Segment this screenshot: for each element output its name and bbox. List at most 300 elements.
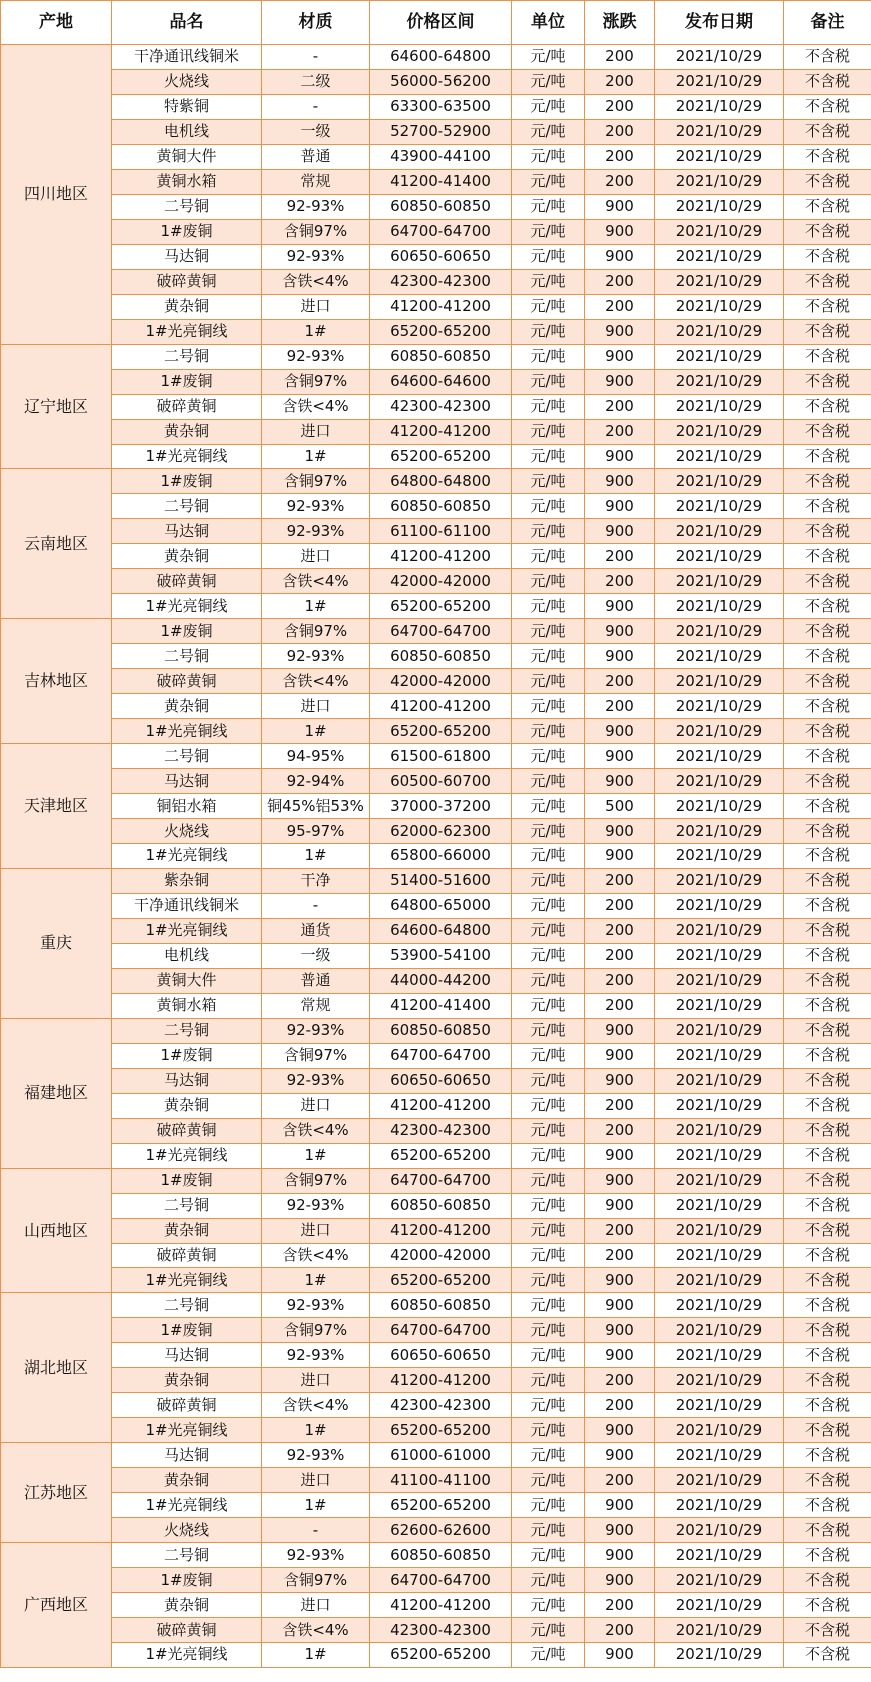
product-cell: 1#光亮铜线 <box>112 1493 262 1518</box>
change-cell: 900 <box>585 1268 655 1293</box>
material-cell: 进口 <box>262 1093 370 1118</box>
price-range-cell: 62000-62300 <box>370 819 512 844</box>
product-cell: 铜铝水箱 <box>112 794 262 819</box>
table-row <box>1 1318 871 1343</box>
region-cell: 吉林地区 <box>1 619 112 744</box>
date-cell: 2021/10/29 <box>655 1593 784 1618</box>
table-row <box>1 943 871 968</box>
change-cell: 900 <box>585 1418 655 1443</box>
price-range-cell: 65800-66000 <box>370 844 512 869</box>
date-cell: 2021/10/29 <box>655 1493 784 1518</box>
date-cell: 2021/10/29 <box>655 719 784 744</box>
note-cell: 不含税 <box>784 419 871 444</box>
date-cell: 2021/10/29 <box>655 369 784 394</box>
product-cell: 马达铜 <box>112 769 262 794</box>
product-cell: 1#光亮铜线 <box>112 844 262 869</box>
change-cell: 900 <box>585 194 655 219</box>
unit-cell: 元/吨 <box>512 594 585 619</box>
note-cell: 不含税 <box>784 794 871 819</box>
note-cell: 不含税 <box>784 569 871 594</box>
table-row <box>1 469 871 494</box>
date-cell: 2021/10/29 <box>655 1543 784 1568</box>
date-cell: 2021/10/29 <box>655 619 784 644</box>
material-cell: 铜45%铝53% <box>262 794 370 819</box>
table-row <box>1 1118 871 1143</box>
material-cell: 1# <box>262 844 370 869</box>
material-cell: 92-93% <box>262 194 370 219</box>
product-cell: 黄杂铜 <box>112 694 262 719</box>
unit-cell: 元/吨 <box>512 144 585 169</box>
material-cell: 含铜97% <box>262 1168 370 1193</box>
price-range-cell: 37000-37200 <box>370 794 512 819</box>
material-cell: 92-93% <box>262 1068 370 1093</box>
unit-cell: 元/吨 <box>512 369 585 394</box>
note-cell: 不含税 <box>784 1393 871 1418</box>
material-cell: 92-93% <box>262 519 370 544</box>
table-row <box>1 819 871 844</box>
unit-cell: 元/吨 <box>512 1018 585 1043</box>
product-cell: 黄杂铜 <box>112 1468 262 1493</box>
note-cell: 不含税 <box>784 1143 871 1168</box>
region-cell: 云南地区 <box>1 469 112 619</box>
change-cell: 200 <box>585 1468 655 1493</box>
unit-cell: 元/吨 <box>512 1043 585 1068</box>
table-row <box>1 519 871 544</box>
price-range-cell: 41200-41200 <box>370 1368 512 1393</box>
note-cell: 不含税 <box>784 1593 871 1618</box>
change-cell: 900 <box>585 719 655 744</box>
note-cell: 不含税 <box>784 644 871 669</box>
note-cell: 不含税 <box>784 1168 871 1193</box>
material-cell: 含铁<4% <box>262 1243 370 1268</box>
note-cell: 不含税 <box>784 1493 871 1518</box>
price-range-cell: 64700-64700 <box>370 1318 512 1343</box>
material-cell: 进口 <box>262 419 370 444</box>
product-cell: 火烧线 <box>112 1518 262 1543</box>
note-cell: 不含税 <box>784 394 871 419</box>
product-cell: 电机线 <box>112 943 262 968</box>
material-cell: 1# <box>262 1143 370 1168</box>
product-cell: 1#光亮铜线 <box>112 918 262 943</box>
unit-cell: 元/吨 <box>512 394 585 419</box>
change-cell: 200 <box>585 394 655 419</box>
price-range-cell: 42300-42300 <box>370 269 512 294</box>
unit-cell: 元/吨 <box>512 794 585 819</box>
table-row <box>1 369 871 394</box>
price-range-cell: 60650-60650 <box>370 244 512 269</box>
change-cell: 900 <box>585 744 655 769</box>
table-row <box>1 1168 871 1193</box>
product-cell: 二号铜 <box>112 344 262 369</box>
product-cell: 破碎黄铜 <box>112 1118 262 1143</box>
price-range-cell: 56000-56200 <box>370 69 512 94</box>
date-cell: 2021/10/29 <box>655 1243 784 1268</box>
table-row <box>1 918 871 943</box>
unit-cell: 元/吨 <box>512 918 585 943</box>
table-row <box>1 1443 871 1468</box>
note-cell: 不含税 <box>784 669 871 694</box>
unit-cell: 元/吨 <box>512 1468 585 1493</box>
change-cell: 200 <box>585 144 655 169</box>
product-cell: 干净通讯线铜米 <box>112 893 262 918</box>
date-cell: 2021/10/29 <box>655 918 784 943</box>
change-cell: 900 <box>585 519 655 544</box>
note-cell: 不含税 <box>784 319 871 344</box>
unit-cell: 元/吨 <box>512 494 585 519</box>
change-cell: 900 <box>585 1318 655 1343</box>
product-cell: 黄杂铜 <box>112 1593 262 1618</box>
product-cell: 1#光亮铜线 <box>112 444 262 469</box>
material-cell: 含铁<4% <box>262 1618 370 1643</box>
note-cell: 不含税 <box>784 369 871 394</box>
price-range-cell: 64700-64700 <box>370 1568 512 1593</box>
material-cell: 进口 <box>262 1593 370 1618</box>
region-cell: 重庆 <box>1 868 112 1018</box>
date-cell: 2021/10/29 <box>655 69 784 94</box>
table-row <box>1 544 871 569</box>
unit-cell: 元/吨 <box>512 119 585 144</box>
product-cell: 特紫铜 <box>112 94 262 119</box>
product-cell: 电机线 <box>112 119 262 144</box>
table-row <box>1 893 871 918</box>
material-cell: - <box>262 893 370 918</box>
price-range-cell: 65200-65200 <box>370 594 512 619</box>
note-cell: 不含税 <box>784 1118 871 1143</box>
material-cell: 含铜97% <box>262 219 370 244</box>
region-cell: 四川地区 <box>1 45 112 345</box>
table-row <box>1 1293 871 1318</box>
price-range-cell: 42300-42300 <box>370 1118 512 1143</box>
change-cell: 900 <box>585 1568 655 1593</box>
date-cell: 2021/10/29 <box>655 1043 784 1068</box>
note-cell: 不含税 <box>784 819 871 844</box>
change-cell: 200 <box>585 968 655 993</box>
unit-cell: 元/吨 <box>512 893 585 918</box>
material-cell: 常规 <box>262 169 370 194</box>
header-row <box>1 1 871 45</box>
date-cell: 2021/10/29 <box>655 893 784 918</box>
change-cell: 200 <box>585 1393 655 1418</box>
unit-cell: 元/吨 <box>512 644 585 669</box>
change-cell: 900 <box>585 1043 655 1068</box>
table-row <box>1 669 871 694</box>
table-row <box>1 344 871 369</box>
date-cell: 2021/10/29 <box>655 319 784 344</box>
change-cell: 900 <box>585 219 655 244</box>
change-cell: 200 <box>585 544 655 569</box>
date-cell: 2021/10/29 <box>655 444 784 469</box>
date-cell: 2021/10/29 <box>655 219 784 244</box>
note-cell: 不含税 <box>784 1243 871 1268</box>
material-cell: 一级 <box>262 119 370 144</box>
price-range-cell: 64600-64600 <box>370 369 512 394</box>
note-cell: 不含税 <box>784 1468 871 1493</box>
date-cell: 2021/10/29 <box>655 144 784 169</box>
change-cell: 200 <box>585 69 655 94</box>
product-cell: 1#废铜 <box>112 369 262 394</box>
table-row <box>1 269 871 294</box>
note-cell: 不含税 <box>784 943 871 968</box>
price-range-cell: 61500-61800 <box>370 744 512 769</box>
table-body <box>1 45 871 1668</box>
price-range-cell: 64700-64700 <box>370 219 512 244</box>
change-cell: 200 <box>585 1243 655 1268</box>
product-cell: 破碎黄铜 <box>112 569 262 594</box>
price-range-cell: 42300-42300 <box>370 1393 512 1418</box>
table-row <box>1 419 871 444</box>
note-cell: 不含税 <box>784 544 871 569</box>
product-cell: 破碎黄铜 <box>112 1243 262 1268</box>
note-cell: 不含税 <box>784 1293 871 1318</box>
product-cell: 1#废铜 <box>112 1318 262 1343</box>
material-cell: 含铁<4% <box>262 394 370 419</box>
change-cell: 200 <box>585 119 655 144</box>
price-range-cell: 51400-51600 <box>370 868 512 893</box>
unit-cell: 元/吨 <box>512 1568 585 1593</box>
change-cell: 900 <box>585 1068 655 1093</box>
table-row <box>1 719 871 744</box>
product-cell: 马达铜 <box>112 1443 262 1468</box>
product-cell: 二号铜 <box>112 494 262 519</box>
date-cell: 2021/10/29 <box>655 594 784 619</box>
note-cell: 不含税 <box>784 844 871 869</box>
unit-cell: 元/吨 <box>512 244 585 269</box>
unit-cell: 元/吨 <box>512 1518 585 1543</box>
unit-cell: 元/吨 <box>512 993 585 1018</box>
unit-cell: 元/吨 <box>512 1493 585 1518</box>
product-cell: 紫杂铜 <box>112 868 262 893</box>
table-row <box>1 1568 871 1593</box>
material-cell: 含铜97% <box>262 469 370 494</box>
unit-cell: 元/吨 <box>512 1368 585 1393</box>
material-cell: 含铁<4% <box>262 269 370 294</box>
material-cell: 干净 <box>262 868 370 893</box>
table-row <box>1 794 871 819</box>
table-row <box>1 219 871 244</box>
price-range-cell: 42000-42000 <box>370 669 512 694</box>
note-cell: 不含税 <box>784 893 871 918</box>
table-row <box>1 1193 871 1218</box>
region-cell: 广西地区 <box>1 1543 112 1668</box>
unit-cell: 元/吨 <box>512 1168 585 1193</box>
material-cell: 94-95% <box>262 744 370 769</box>
table-row <box>1 694 871 719</box>
change-cell: 900 <box>585 819 655 844</box>
change-cell: 900 <box>585 1343 655 1368</box>
product-cell: 马达铜 <box>112 244 262 269</box>
change-cell: 900 <box>585 1143 655 1168</box>
note-cell: 不含税 <box>784 1093 871 1118</box>
product-cell: 黄杂铜 <box>112 544 262 569</box>
product-cell: 破碎黄铜 <box>112 269 262 294</box>
product-cell: 1#光亮铜线 <box>112 1418 262 1443</box>
change-cell: 200 <box>585 569 655 594</box>
price-range-cell: 41100-41100 <box>370 1468 512 1493</box>
date-cell: 2021/10/29 <box>655 1168 784 1193</box>
price-range-cell: 65200-65200 <box>370 1418 512 1443</box>
price-range-cell: 42000-42000 <box>370 1243 512 1268</box>
unit-cell: 元/吨 <box>512 769 585 794</box>
date-cell: 2021/10/29 <box>655 1068 784 1093</box>
product-cell: 破碎黄铜 <box>112 1618 262 1643</box>
price-range-cell: 41200-41200 <box>370 694 512 719</box>
table-row <box>1 1368 871 1393</box>
table-row <box>1 1593 871 1618</box>
date-cell: 2021/10/29 <box>655 1093 784 1118</box>
note-cell: 不含税 <box>784 993 871 1018</box>
product-cell: 二号铜 <box>112 194 262 219</box>
header-change: 涨跌 <box>585 1 655 45</box>
material-cell: 含铁<4% <box>262 669 370 694</box>
change-cell: 200 <box>585 1593 655 1618</box>
material-cell: - <box>262 45 370 70</box>
change-cell: 900 <box>585 1493 655 1518</box>
unit-cell: 元/吨 <box>512 719 585 744</box>
change-cell: 900 <box>585 769 655 794</box>
change-cell: 900 <box>585 844 655 869</box>
table-row <box>1 1393 871 1418</box>
date-cell: 2021/10/29 <box>655 1643 784 1668</box>
table-row <box>1 569 871 594</box>
unit-cell: 元/吨 <box>512 69 585 94</box>
price-range-cell: 64700-64700 <box>370 1043 512 1068</box>
product-cell: 破碎黄铜 <box>112 1393 262 1418</box>
table-row <box>1 244 871 269</box>
change-cell: 900 <box>585 244 655 269</box>
change-cell: 200 <box>585 169 655 194</box>
product-cell: 1#光亮铜线 <box>112 594 262 619</box>
price-range-cell: 41200-41200 <box>370 1593 512 1618</box>
date-cell: 2021/10/29 <box>655 943 784 968</box>
note-cell: 不含税 <box>784 144 871 169</box>
change-cell: 900 <box>585 369 655 394</box>
date-cell: 2021/10/29 <box>655 1318 784 1343</box>
product-cell: 马达铜 <box>112 1343 262 1368</box>
table-row <box>1 144 871 169</box>
change-cell: 200 <box>585 993 655 1018</box>
material-cell: 92-93% <box>262 244 370 269</box>
table-row <box>1 1493 871 1518</box>
table-row <box>1 1418 871 1443</box>
price-range-cell: 44000-44200 <box>370 968 512 993</box>
product-cell: 黄铜大件 <box>112 144 262 169</box>
note-cell: 不含税 <box>784 1643 871 1668</box>
note-cell: 不含税 <box>784 244 871 269</box>
date-cell: 2021/10/29 <box>655 1568 784 1593</box>
table-row <box>1 968 871 993</box>
unit-cell: 元/吨 <box>512 45 585 70</box>
header-product: 品名 <box>112 1 262 45</box>
table-row <box>1 1343 871 1368</box>
price-range-cell: 41200-41400 <box>370 169 512 194</box>
note-cell: 不含税 <box>784 444 871 469</box>
product-cell: 二号铜 <box>112 1193 262 1218</box>
product-cell: 1#光亮铜线 <box>112 1268 262 1293</box>
table-row <box>1 1618 871 1643</box>
header-price-range: 价格区间 <box>370 1 512 45</box>
product-cell: 1#废铜 <box>112 1043 262 1068</box>
date-cell: 2021/10/29 <box>655 45 784 70</box>
date-cell: 2021/10/29 <box>655 119 784 144</box>
change-cell: 900 <box>585 1168 655 1193</box>
material-cell: 92-93% <box>262 644 370 669</box>
note-cell: 不含税 <box>784 1418 871 1443</box>
material-cell: 常规 <box>262 993 370 1018</box>
region-cell: 江苏地区 <box>1 1443 112 1543</box>
material-cell: 92-93% <box>262 1293 370 1318</box>
date-cell: 2021/10/29 <box>655 819 784 844</box>
table-row <box>1 619 871 644</box>
table-row <box>1 319 871 344</box>
date-cell: 2021/10/29 <box>655 1293 784 1318</box>
product-cell: 马达铜 <box>112 1068 262 1093</box>
unit-cell: 元/吨 <box>512 1268 585 1293</box>
unit-cell: 元/吨 <box>512 1143 585 1168</box>
date-cell: 2021/10/29 <box>655 169 784 194</box>
material-cell: 含铜97% <box>262 1043 370 1068</box>
note-cell: 不含税 <box>784 469 871 494</box>
material-cell: 进口 <box>262 294 370 319</box>
region-cell: 辽宁地区 <box>1 344 112 469</box>
price-range-cell: 64800-65000 <box>370 893 512 918</box>
table-row <box>1 1018 871 1043</box>
material-cell: 1# <box>262 719 370 744</box>
product-cell: 黄杂铜 <box>112 419 262 444</box>
unit-cell: 元/吨 <box>512 1543 585 1568</box>
price-range-cell: 65200-65200 <box>370 1268 512 1293</box>
unit-cell: 元/吨 <box>512 669 585 694</box>
change-cell: 900 <box>585 444 655 469</box>
change-cell: 900 <box>585 319 655 344</box>
table-row <box>1 1543 871 1568</box>
change-cell: 200 <box>585 1093 655 1118</box>
table-row <box>1 45 871 70</box>
product-cell: 二号铜 <box>112 644 262 669</box>
date-cell: 2021/10/29 <box>655 744 784 769</box>
date-cell: 2021/10/29 <box>655 1418 784 1443</box>
product-cell: 黄杂铜 <box>112 294 262 319</box>
product-cell: 马达铜 <box>112 519 262 544</box>
unit-cell: 元/吨 <box>512 269 585 294</box>
date-cell: 2021/10/29 <box>655 1143 784 1168</box>
note-cell: 不含税 <box>784 694 871 719</box>
material-cell: 进口 <box>262 1218 370 1243</box>
product-cell: 黄铜水箱 <box>112 169 262 194</box>
unit-cell: 元/吨 <box>512 219 585 244</box>
material-cell: 92-93% <box>262 344 370 369</box>
price-range-cell: 65200-65200 <box>370 1143 512 1168</box>
date-cell: 2021/10/29 <box>655 394 784 419</box>
date-cell: 2021/10/29 <box>655 1193 784 1218</box>
table-row <box>1 769 871 794</box>
region-cell: 山西地区 <box>1 1168 112 1293</box>
unit-cell: 元/吨 <box>512 1343 585 1368</box>
table-row <box>1 69 871 94</box>
material-cell: 进口 <box>262 544 370 569</box>
note-cell: 不含税 <box>784 519 871 544</box>
date-cell: 2021/10/29 <box>655 519 784 544</box>
unit-cell: 元/吨 <box>512 294 585 319</box>
note-cell: 不含税 <box>784 1268 871 1293</box>
change-cell: 900 <box>585 619 655 644</box>
price-range-cell: 65200-65200 <box>370 1643 512 1668</box>
product-cell: 黄铜大件 <box>112 968 262 993</box>
table-row <box>1 1093 871 1118</box>
note-cell: 不含税 <box>784 1343 871 1368</box>
product-cell: 黄杂铜 <box>112 1368 262 1393</box>
unit-cell: 元/吨 <box>512 1418 585 1443</box>
date-cell: 2021/10/29 <box>655 244 784 269</box>
